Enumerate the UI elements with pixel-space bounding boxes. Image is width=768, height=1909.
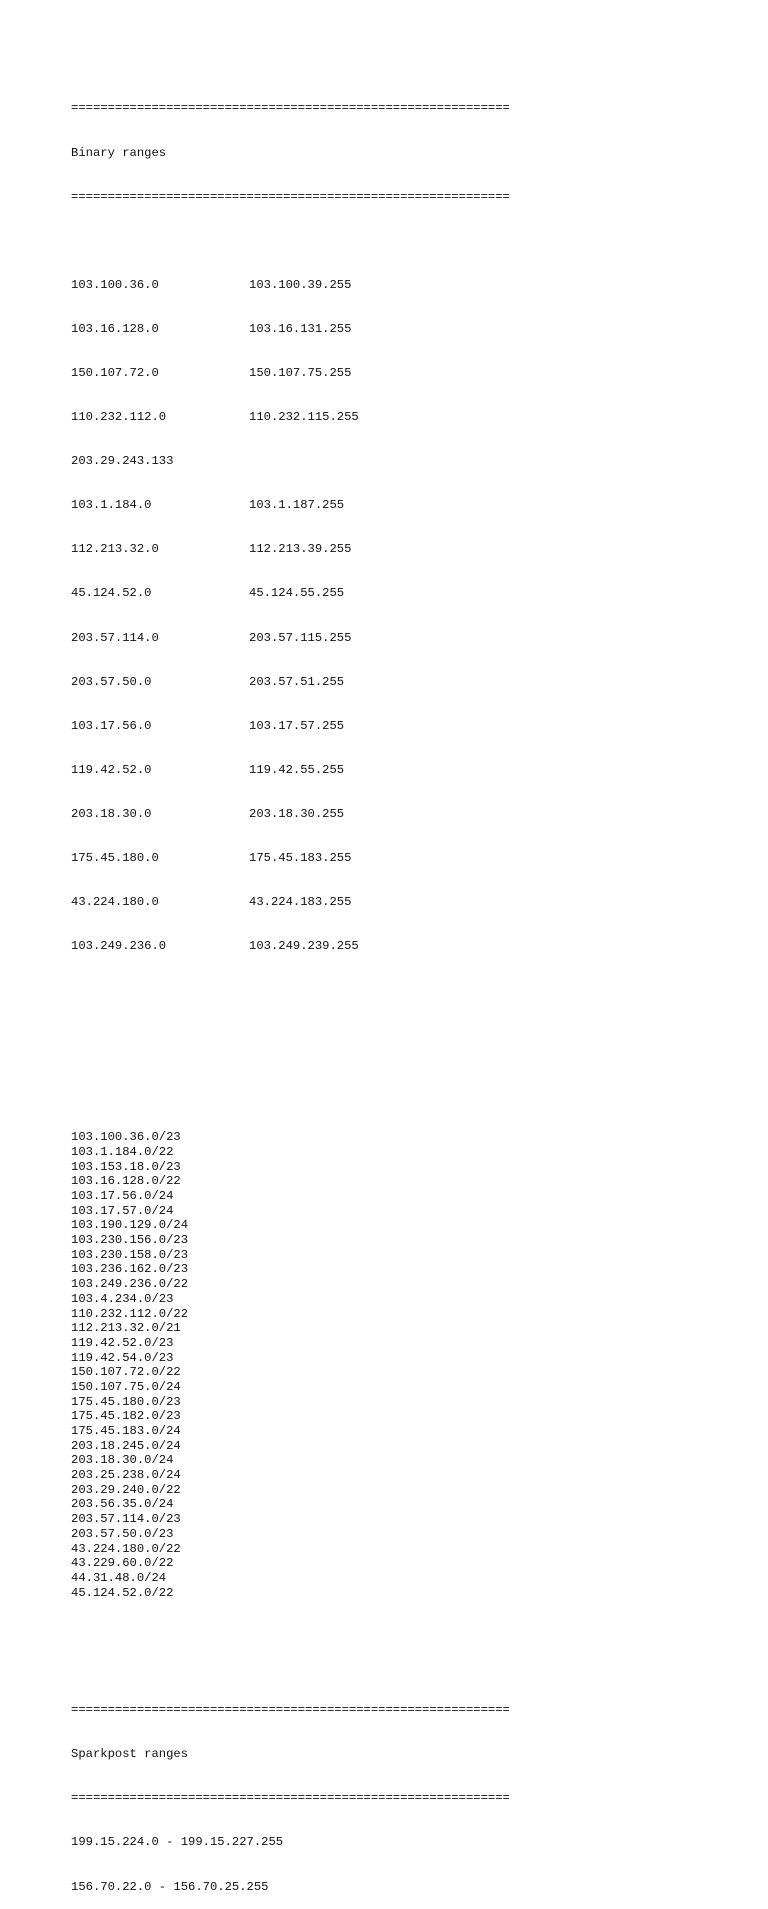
cidr-entry: 103.230.156.0/23	[71, 1233, 189, 1248]
cidr-entry: 103.236.162.0/23	[71, 1262, 189, 1277]
cidr-entry: 175.45.180.0/23	[71, 1394, 181, 1409]
cidr-entry: 103.1.184.0/22	[71, 1144, 174, 1159]
range-start: 150.107.72.0	[71, 365, 159, 380]
range-row	[71, 851, 510, 866]
cidr-entry: 103.153.18.0/23	[71, 1159, 181, 1174]
cidr-entry: 150.107.75.0/24	[71, 1379, 181, 1394]
range-row	[71, 454, 510, 469]
cidr-entry: 110.232.112.0/22	[71, 1306, 189, 1321]
range-end: 203.57.115.255	[249, 630, 352, 645]
range-end: 150.107.75.255	[249, 365, 352, 380]
separator-line: ============================================================	[71, 101, 510, 116]
range-start: 43.224.180.0	[71, 895, 159, 910]
range-start: 203.29.243.133	[71, 454, 174, 469]
range-end: 112.213.39.255	[249, 542, 352, 557]
cidr-entry: 150.107.72.0/22	[71, 1365, 181, 1380]
range-end: 203.57.51.255	[249, 674, 345, 689]
range-row	[71, 719, 510, 734]
range-row	[71, 895, 510, 910]
cidr-entry: 203.57.114.0/23	[71, 1512, 181, 1527]
range-start: 103.17.56.0	[71, 718, 152, 733]
range-end: 103.1.187.255	[249, 498, 345, 513]
range-start: 103.16.128.0	[71, 321, 159, 336]
range-end: 45.124.55.255	[249, 586, 345, 601]
range-end: 103.17.57.255	[249, 718, 345, 733]
cidr-entry: 119.42.52.0/23	[71, 1335, 174, 1350]
cidr-entry: 203.56.35.0/24	[71, 1497, 174, 1512]
blank-line	[71, 1072, 510, 1087]
range-row	[71, 939, 510, 954]
range-end: 119.42.55.255	[249, 762, 345, 777]
range-end: 203.18.30.255	[249, 806, 345, 821]
range-end: 110.232.115.255	[249, 410, 359, 425]
range-start: 203.18.30.0	[71, 806, 152, 821]
cidr-entry: 175.45.182.0/23	[71, 1409, 181, 1424]
range-row	[71, 278, 510, 293]
range-start: 103.1.184.0	[71, 498, 152, 513]
range-start: 203.57.50.0	[71, 674, 152, 689]
range-end: 43.224.183.255	[249, 895, 352, 910]
cidr-entry: 175.45.183.0/24	[71, 1424, 181, 1439]
cidr-entry: 103.4.234.0/23	[71, 1291, 174, 1306]
cidr-entry: 203.18.245.0/24	[71, 1438, 181, 1453]
cidr-entry: 103.190.129.0/24	[71, 1218, 189, 1233]
range-row	[71, 586, 510, 601]
range-row	[71, 675, 510, 690]
cidr-entry: 43.224.180.0/22	[71, 1541, 181, 1556]
cidr-entry: 44.31.48.0/24	[71, 1570, 167, 1585]
cidr-entry: 103.17.57.0/24	[71, 1203, 174, 1218]
separator-line: ============================================================	[71, 1703, 510, 1718]
range-start: 103.100.36.0	[71, 277, 159, 292]
range-row	[71, 542, 510, 557]
cidr-entry: 203.25.238.0/24	[71, 1468, 181, 1483]
range-row	[71, 498, 510, 513]
blank-line	[71, 1027, 510, 1042]
cidr-entry: 103.17.56.0/24	[71, 1189, 174, 1204]
cidr-entry: 45.124.52.0/22	[71, 1585, 174, 1600]
cidr-entry: 119.42.54.0/23	[71, 1350, 174, 1365]
range-start: 203.57.114.0	[71, 630, 159, 645]
cidr-entry: 103.100.36.0/23	[71, 1130, 181, 1145]
range-end: 103.16.131.255	[249, 321, 352, 336]
cidr-entry: 103.230.158.0/23	[71, 1247, 189, 1262]
document-page	[71, 72, 510, 1909]
range-start: 175.45.180.0	[71, 851, 159, 866]
cidr-entry: 203.29.240.0/22	[71, 1482, 181, 1497]
cidr-list	[71, 1130, 510, 1600]
cidr-entry: 43.229.60.0/22	[71, 1556, 174, 1571]
range-row	[71, 322, 510, 337]
range-start: 119.42.52.0	[71, 762, 152, 777]
range-row	[71, 631, 510, 646]
cidr-entry: 203.57.50.0/23	[71, 1526, 174, 1541]
sparkpost-range: 156.70.22.0 - 156.70.25.255	[71, 1879, 269, 1894]
cidr-entry: 112.213.32.0/21	[71, 1321, 181, 1336]
sparkpost-ranges-heading: Sparkpost ranges	[71, 1747, 189, 1762]
separator-line: ============================================================	[71, 189, 510, 204]
range-end: 175.45.183.255	[249, 851, 352, 866]
separator-line: ============================================================	[71, 1791, 510, 1806]
range-row	[71, 410, 510, 425]
cidr-entry: 103.16.128.0/22	[71, 1174, 181, 1189]
sparkpost-range: 199.15.224.0 - 199.15.227.255	[71, 1835, 284, 1850]
range-end: 103.100.39.255	[249, 277, 352, 292]
range-start: 110.232.112.0	[71, 410, 167, 425]
cidr-entry: 103.249.236.0/22	[71, 1277, 189, 1292]
cidr-entry: 203.18.30.0/24	[71, 1453, 174, 1468]
binary-range-table	[71, 248, 510, 983]
range-end: 103.249.239.255	[249, 939, 359, 954]
range-start: 112.213.32.0	[71, 542, 159, 557]
range-row	[71, 807, 510, 822]
range-row	[71, 763, 510, 778]
range-row	[71, 366, 510, 381]
blank-line	[71, 1644, 510, 1659]
range-start: 45.124.52.0	[71, 586, 152, 601]
binary-ranges-heading: Binary ranges	[71, 145, 167, 160]
range-start: 103.249.236.0	[71, 939, 167, 954]
